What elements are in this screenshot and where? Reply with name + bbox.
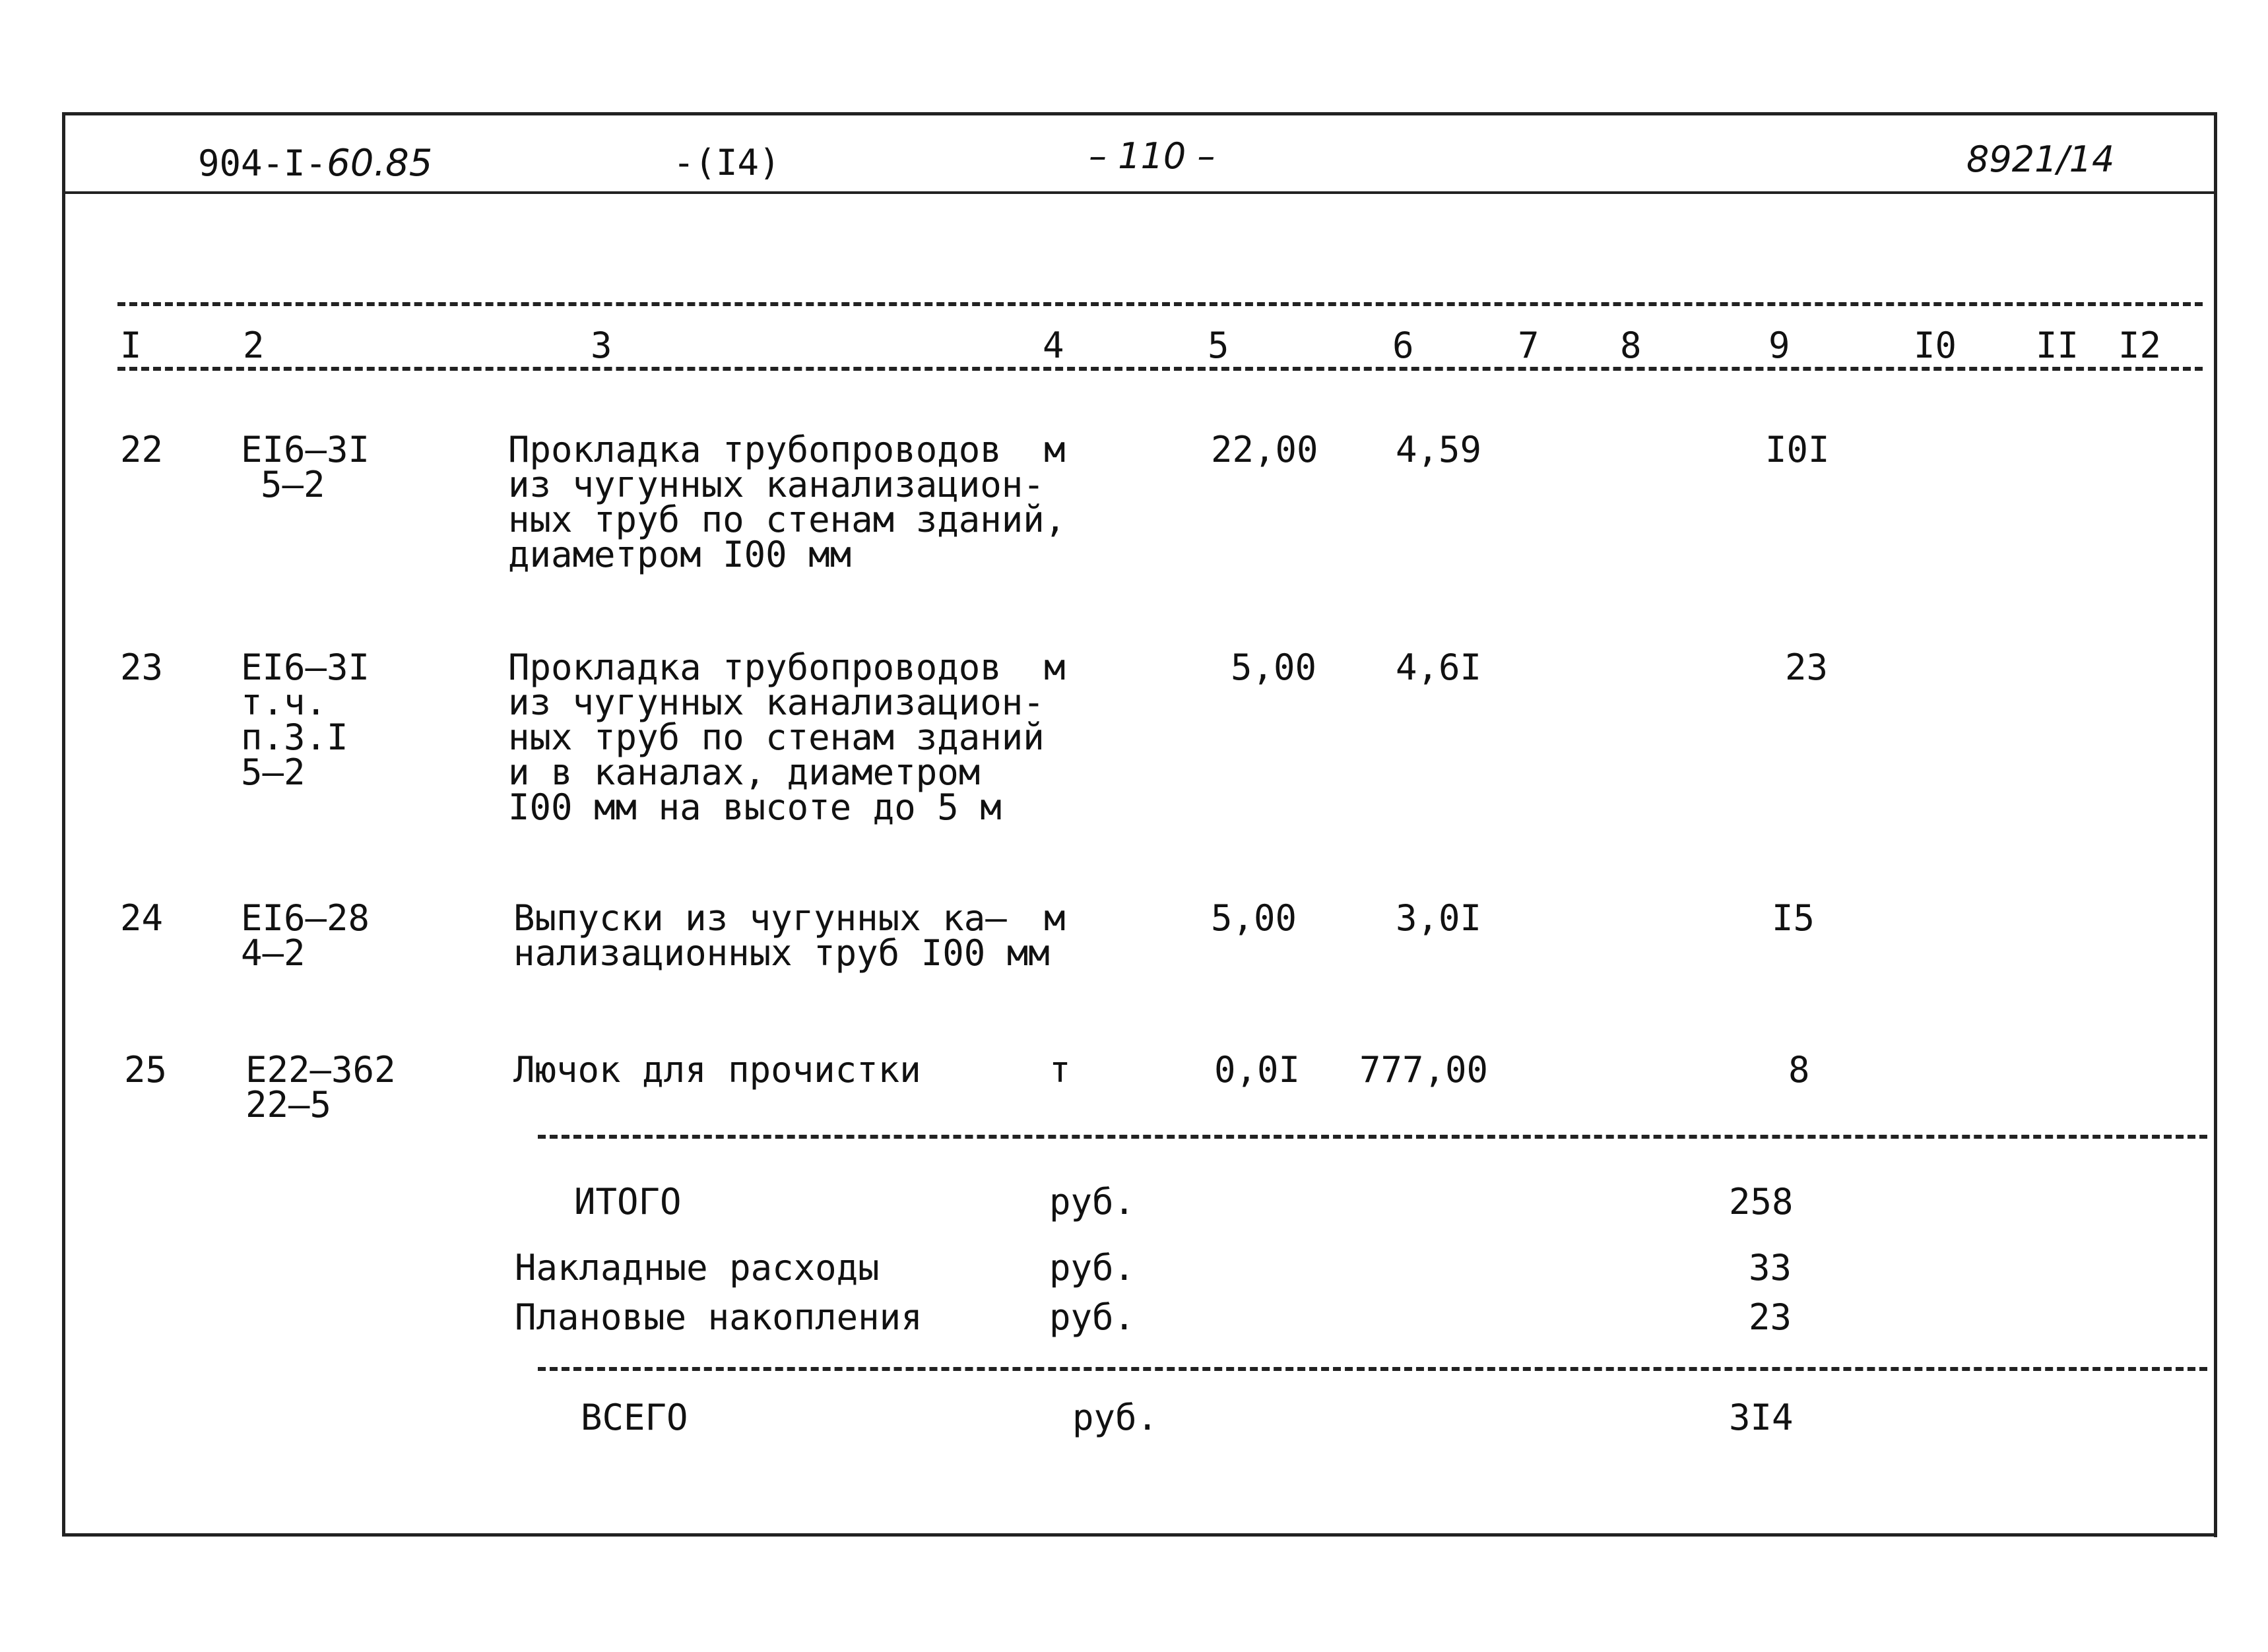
document-code-handwritten: 60.85 <box>327 142 433 185</box>
table-row-25-code <box>245 1049 396 1126</box>
table-row-22-total: I0I <box>1765 429 1830 470</box>
table-row-23-code <box>241 647 370 793</box>
table-row-23-unit: м <box>1044 647 1066 688</box>
table-row-25-number: 25 <box>124 1049 168 1091</box>
code-line: т.ч. <box>241 682 327 723</box>
frame-bottom-border <box>62 1533 2217 1537</box>
document-code <box>198 142 432 185</box>
overhead-label: Накладные расходы <box>515 1247 880 1288</box>
code-line: 5–2 <box>261 464 325 505</box>
table-row-22-price: 4,59 <box>1396 429 1482 470</box>
table-row-23-number: 23 <box>120 647 164 688</box>
itogo-label: ИТОГО <box>574 1181 682 1223</box>
itogo-value: 258 <box>1729 1181 1794 1223</box>
table-row-24-price: 3,0I <box>1396 897 1482 939</box>
table-row-24-code <box>241 897 370 974</box>
description-line: и в каналах, диаметром <box>508 751 981 793</box>
column-number-10: I0 <box>1914 325 1957 366</box>
table-row-22-number: 22 <box>120 429 164 470</box>
description-line: из чугунных канализацион- <box>508 682 1045 723</box>
vsego-value: 3I4 <box>1729 1397 1794 1438</box>
table-row-23-quantity: 5,00 <box>1231 647 1317 688</box>
column-number-11: II <box>2036 325 2079 366</box>
table-row-24-quantity: 5,00 <box>1211 897 1297 939</box>
savings-unit: руб. <box>1049 1296 1136 1338</box>
table-row-22-code <box>241 429 370 505</box>
code-line: E22–362 <box>245 1049 396 1091</box>
table-row-24-total: I5 <box>1772 897 1815 939</box>
overhead-unit: руб. <box>1049 1247 1136 1288</box>
savings-value: 23 <box>1749 1296 1792 1338</box>
column-header-bottom-rule <box>117 367 2203 371</box>
description-line: нализационных труб I00 мм <box>513 932 1050 974</box>
code-line: EI6–3I <box>241 429 370 470</box>
table-row-25-description <box>513 1049 921 1091</box>
description-line: ных труб по стенам зданий, <box>508 499 1066 540</box>
description-line: из чугунных канализацион- <box>508 464 1045 505</box>
table-row-23-description <box>508 647 1045 828</box>
sheet-reference: 8921/14 <box>1966 139 2115 180</box>
code-line: 5–2 <box>241 751 306 793</box>
table-row-25-quantity: 0,0I <box>1214 1049 1301 1091</box>
table-row-22-unit: м <box>1044 429 1066 470</box>
table-row-22-description <box>508 429 1066 575</box>
table-row-22-quantity: 22,00 <box>1211 429 1318 470</box>
overhead-value: 33 <box>1749 1247 1792 1288</box>
code-line: 22–5 <box>245 1084 332 1126</box>
vsego-unit: руб. <box>1072 1397 1159 1438</box>
summary-top-rule <box>538 1135 2207 1139</box>
description-line: диаметром I00 мм <box>508 534 852 575</box>
page-number: – 110 – <box>1089 135 1215 177</box>
description-line: Выпуски из чугунных ка– <box>513 897 1007 939</box>
vsego-label: ВСЕГО <box>581 1397 688 1438</box>
table-row-23-total: 23 <box>1785 647 1829 688</box>
description-line: ных труб по стенам зданий <box>508 716 1045 758</box>
description-line: Прокладка трубопроводов <box>508 429 1002 470</box>
code-line: п.3.I <box>241 716 348 758</box>
description-line: I00 мм на высоте до 5 м <box>508 786 1002 828</box>
description-line: Прокладка трубопроводов <box>508 647 1002 688</box>
description-line: Лючок для прочистки <box>513 1049 921 1091</box>
table-row-25-unit: т <box>1049 1049 1071 1091</box>
code-line: 4–2 <box>241 932 306 974</box>
column-number-6: 6 <box>1392 325 1414 366</box>
code-line: EI6–28 <box>241 897 370 939</box>
column-number-9: 9 <box>1768 325 1790 366</box>
frame-top-border <box>62 112 2217 115</box>
frame-left-border <box>62 112 65 1534</box>
header-rule <box>65 191 2214 194</box>
table-row-25-price: 777,00 <box>1359 1049 1489 1091</box>
itogo-unit: руб. <box>1049 1181 1136 1223</box>
column-number-1: I <box>120 325 142 366</box>
column-number-3: 3 <box>591 325 612 366</box>
code-line: EI6–3I <box>241 647 370 688</box>
document-code-prefix: 904-I- <box>198 143 327 184</box>
table-row-25-total: 8 <box>1788 1049 1810 1091</box>
column-number-5: 5 <box>1208 325 1229 366</box>
column-number-7: 7 <box>1518 325 1539 366</box>
frame-right-border <box>2214 112 2217 1537</box>
column-number-4: 4 <box>1043 325 1064 366</box>
table-row-24-number: 24 <box>120 897 164 939</box>
column-number-12: I2 <box>2118 325 2162 366</box>
column-header-top-rule <box>117 302 2203 306</box>
column-number-2: 2 <box>243 325 265 366</box>
column-number-8: 8 <box>1620 325 1642 366</box>
summary-bottom-rule <box>538 1367 2207 1371</box>
section-number: -(I4) <box>673 142 781 183</box>
table-row-24-description <box>513 897 1050 974</box>
savings-label: Плановые накопления <box>515 1296 923 1338</box>
table-row-23-price: 4,6I <box>1396 647 1482 688</box>
table-row-24-unit: м <box>1044 897 1066 939</box>
